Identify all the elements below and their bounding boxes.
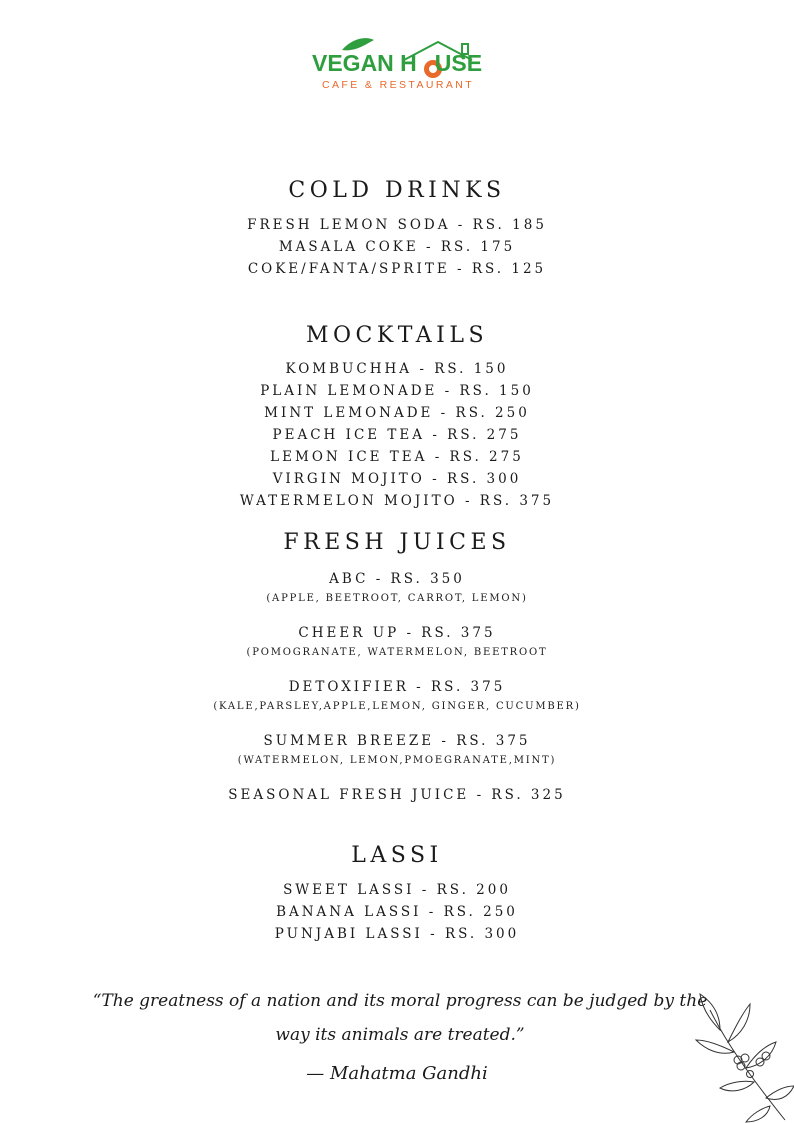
menu-item: KOMBUCHHA - RS. 150 [285, 361, 509, 377]
quote-text: “The greatness of a nation and its moral progress can be judged by the way its animals are treated.” [92, 991, 708, 1045]
menu-item-description: (WATERMELON, LEMON,PMOEGRANATE,MINT) [237, 755, 557, 766]
menu-item-description: (KALE,PARSLEY,APPLE,LEMON, GINGER, CUCUMBER) [213, 701, 581, 712]
quote-author: — Mahatma Gandhi [306, 1063, 488, 1084]
section-title-mocktails: MOCKTAILS [305, 323, 489, 348]
menu-item: SEASONAL FRESH JUICE - RS. 325 [228, 787, 566, 803]
logo-subtitle: CAFE & RESTAURANT [322, 79, 475, 91]
logo-title: VEGAN H USE [312, 50, 483, 76]
menu-item: SWEET LASSI - RS. 200 [283, 882, 511, 898]
menu-item: PUNJABI LASSI - RS. 300 [274, 926, 520, 942]
menu-item: MINT LEMONADE - RS. 250 [264, 405, 530, 421]
section-title-lassi: LASSI [351, 843, 443, 868]
menu-item: PEACH ICE TEA - RS. 275 [272, 427, 522, 443]
menu-item: SUMMER BREEZE - RS. 375 [263, 733, 531, 749]
section-title-fresh-juices: FRESH JUICES [283, 530, 511, 555]
menu-item: ABC - RS. 350 [329, 571, 465, 587]
logo [312, 36, 484, 96]
menu-item: MASALA COKE - RS. 175 [278, 239, 516, 255]
menu-item: PLAIN LEMONADE - RS. 150 [260, 383, 534, 399]
plant-illustration-icon [690, 990, 794, 1123]
menu-item: WATERMELON MOJITO - RS. 375 [239, 493, 555, 509]
menu-item: BANANA LASSI - RS. 250 [276, 904, 518, 920]
section-title-cold-drinks: COLD DRINKS [288, 178, 506, 203]
leaf-icon [342, 38, 374, 50]
menu-item: VIRGIN MOJITO - RS. 300 [272, 471, 522, 487]
menu-item: CHEER UP - RS. 375 [298, 625, 496, 641]
menu-item: FRESH LEMON SODA - RS. 185 [247, 217, 547, 233]
menu-item-description: (POMOGRANATE, WATERMELON, BEETROOT [246, 647, 548, 658]
menu-item: COKE/FANTA/SPRITE - RS. 125 [247, 261, 547, 277]
menu-item-description: (APPLE, BEETROOT, CARROT, LEMON) [266, 593, 528, 604]
menu-item: DETOXIFIER - RS. 375 [288, 679, 506, 695]
menu-item: LEMON ICE TEA - RS. 275 [270, 449, 524, 465]
